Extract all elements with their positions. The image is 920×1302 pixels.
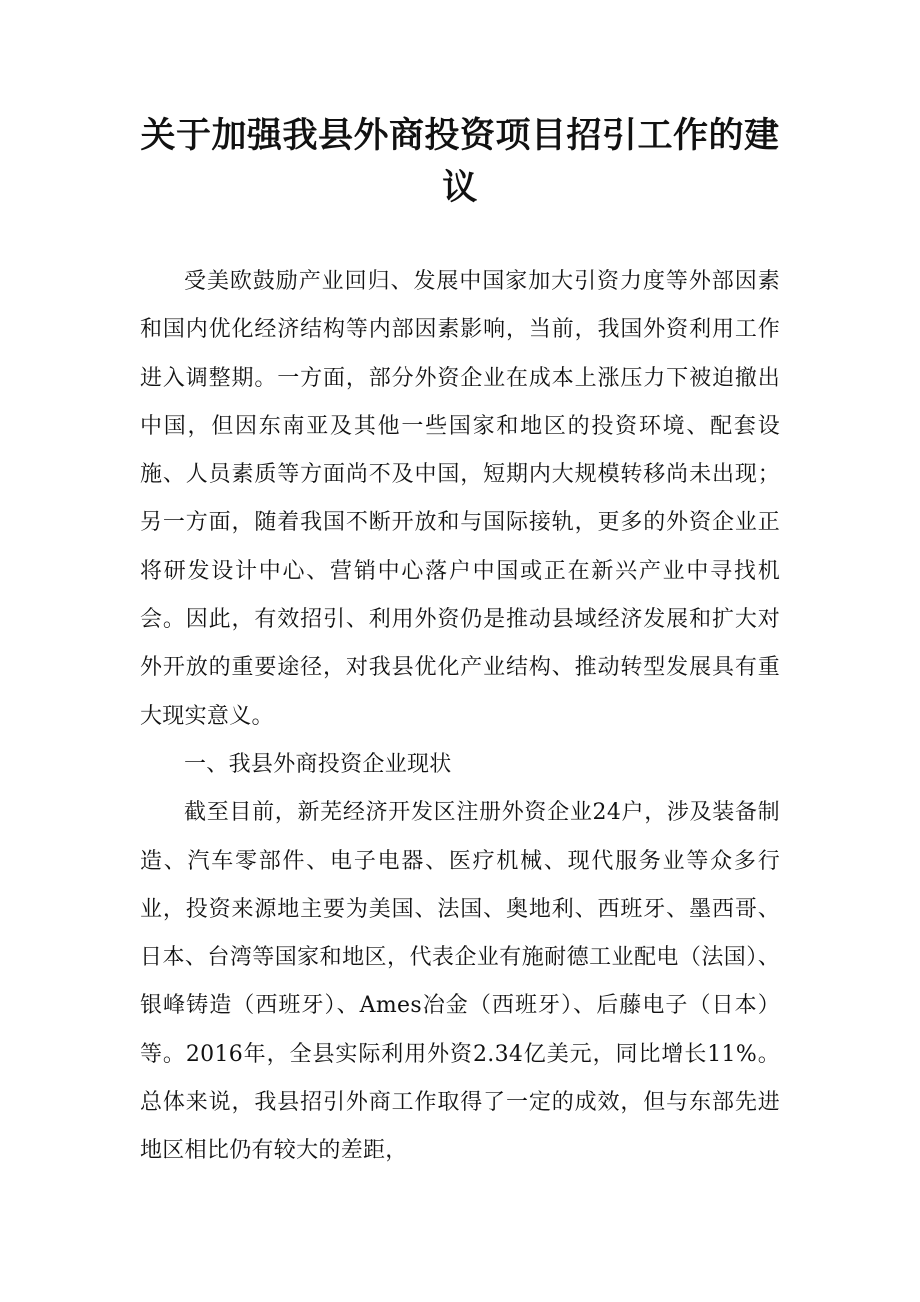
status-paragraph: 截至目前，新芜经济开发区注册外资企业24户，涉及装备制造、汽车零部件、电子电器、医疗机械、现代服务业等众多行业，投资来源地主要为美国、法国、奥地利、西班牙、墨西哥、日本、台湾等国家和地区，代表企业有施耐德工业配电（法国）、银峰铸造（西班牙）、Ames冶金（西班牙）、后藤电子（日本）等。2016年，全县实际利用外资2.34亿美元，同比增长11%。总体来说，我县招引外商工作取得了一定的成效，但与东部先进地区相比仍有较大的差距， — [140, 800, 780, 1164]
document-title: 关于加强我县外商投资项目招引工作的建议 — [140, 115, 780, 208]
section-heading: 一、我县外商投资企业现状 — [184, 751, 452, 777]
document-body — [140, 258, 780, 1176]
intro-paragraph: 受美欧鼓励产业回归、发展中国家加大引资力度等外部因素和国内优化经济结构等内部因素影响，当前，我国外资利用工作进入调整期。一方面，部分外资企业在成本上涨压力下被迫撤出中国，但因东南亚及其他一些国家和地区的投资环境、配套设施、人员素质等方面尚不及中国，短期内大规模转移尚未出现；另一方面，随着我国不断开放和与国际接轨，更多的外资企业正将研发设计中心、营销中心落户中国或正在新兴产业中寻找机会。因此，有效招引、利用外资仍是推动县域经济发展和扩大对外开放的重要途径，对我县优化产业结构、推动转型发展具有重大现实意义。 — [140, 269, 780, 729]
